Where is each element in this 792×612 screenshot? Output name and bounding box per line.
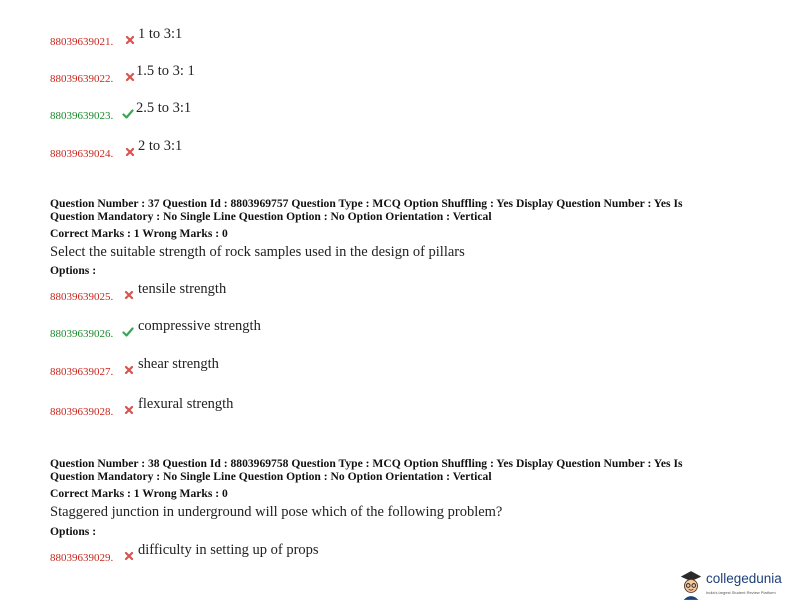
student-mascot-icon: [678, 568, 704, 602]
check-icon: [122, 108, 134, 120]
option-text: compressive strength: [138, 318, 261, 334]
question-text: Select the suitable strength of rock samples used in the design of pillars: [50, 244, 465, 260]
option-id: 88039639024.: [50, 148, 114, 160]
question-meta-line: Question Mandatory : No Single Line Question Option : No Option Orientation : Vertical: [50, 470, 492, 483]
option-text: 1.5 to 3: 1: [136, 63, 195, 79]
option-text: 2 to 3:1: [138, 138, 183, 154]
question-text: Staggered junction in underground will pose which of the following problem?: [50, 504, 503, 520]
option-id: 88039639023.: [50, 110, 114, 122]
cross-icon: [123, 289, 135, 301]
option-text: 2.5 to 3:1: [136, 100, 192, 116]
question-marks: Correct Marks : 1 Wrong Marks : 0: [50, 227, 228, 240]
option-text: shear strength: [138, 356, 219, 372]
collegedunia-logo: [676, 566, 788, 606]
option-id: 88039639027.: [50, 366, 114, 378]
option-id: 88039639021.: [50, 36, 114, 48]
cross-icon: [123, 550, 135, 562]
cross-icon: [124, 146, 136, 158]
question-meta-line: Question Number : 38 Question Id : 8803969758 Question Type : MCQ Option Shuffling : Yes Display Question Number : Yes Is: [50, 457, 683, 470]
options-label: Options :: [50, 264, 97, 277]
option-text: tensile strength: [138, 281, 227, 297]
cross-icon: [124, 34, 136, 46]
question-marks: Correct Marks : 1 Wrong Marks : 0: [50, 487, 228, 500]
question-meta: [50, 457, 750, 500]
logo-tagline: India's largest Student Review Platform: [706, 590, 776, 595]
option-text: 1 to 3:1: [138, 26, 183, 42]
option-id: 88039639026.: [50, 328, 114, 340]
question-meta-line: Question Mandatory : No Single Line Question Option : No Option Orientation : Vertical: [50, 210, 492, 223]
logo-brand: collegedunia: [706, 571, 782, 586]
cross-icon: [123, 404, 135, 416]
options-label: Options :: [50, 525, 97, 538]
option-id: 88039639025.: [50, 291, 114, 303]
option-id: 88039639022.: [50, 73, 114, 85]
option-text: flexural strength: [138, 396, 234, 412]
option-text: difficulty in setting up of props: [138, 542, 319, 558]
cross-icon: [124, 71, 136, 83]
cross-icon: [123, 364, 135, 376]
option-id: 88039639029.: [50, 552, 114, 564]
check-icon: [122, 326, 134, 338]
question-meta: [50, 197, 750, 240]
question-meta-line: Question Number : 37 Question Id : 8803969757 Question Type : MCQ Option Shuffling : Yes Display Question Number : Yes Is: [50, 197, 683, 210]
option-id: 88039639028.: [50, 406, 114, 418]
